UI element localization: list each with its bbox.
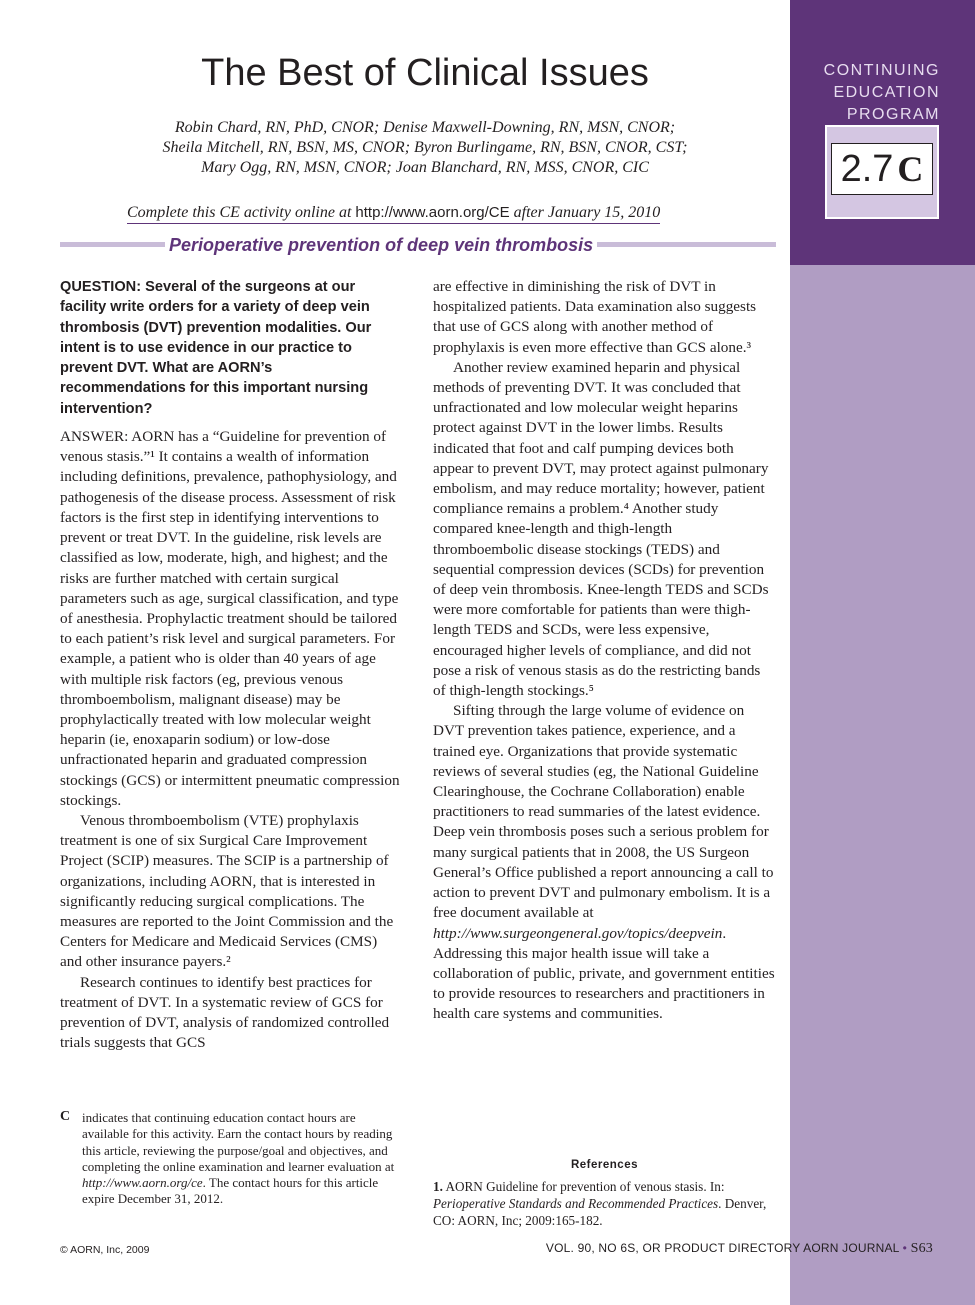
reference-item (433, 1178, 776, 1229)
ce-logo-icon: C (897, 149, 924, 189)
author-line: Robin Chard, RN, PhD, CNOR; Denise Maxwell-Downing, RN, MSN, CNOR; (174, 119, 676, 136)
page-title: The Best of Clinical Issues (201, 52, 649, 94)
journal-info: VOL. 90, NO 6S, OR PRODUCT DIRECTORY AORN JOURNAL (545, 1241, 900, 1255)
footnote-body: . The contact hours for this article expire December 31, 2012. (82, 1175, 379, 1207)
ce-online-link[interactable]: http://www.aorn.org/CE (355, 204, 510, 221)
ce-hours-inner (831, 143, 933, 195)
footnote-text (82, 1110, 405, 1208)
bullet-separator: • (902, 1241, 908, 1255)
references-heading: References (570, 1159, 638, 1171)
body-paragraph: ANSWER: AORN has a “Guideline for prevention of venous stasis.”¹ It contains a wealth of information including definitions, prevalence, pathophysiology, and pathogenesis of the disease process. Assessment of risk factors is the first step in identifying interventions to prevent or treat DVT. In the guideline, risk levels are classified as low, moderate, high, and highest; and the risks are further matched with certain surgical parameters such as age, surgical classification, and type of anesthesia. Prophylactic treatment should be tailored to each patient’s risk level and surgical parameters. For example, a patient who is older than 40 years of age with multiple risk factors (eg, previous venous thromboembolism, malignant disease) may be prophylactically treated with low molecular weight heparin (ie, enoxaparin sodium) or low-dose unfractionated heparin and graduated compression stockings (GCS) or intermittent pneumatic compression stockings. (60, 428, 400, 809)
copyright: © AORN, Inc, 2009 (60, 1244, 150, 1256)
ce-label-line-2: EDUCATION (833, 84, 940, 101)
article-title: Perioperative prevention of deep vein thrombosis (165, 235, 597, 255)
body-paragraph: are effective in diminishing the risk of DVT in hospitalized patients. Data examination also suggests that use of GCS along with another method of prophylaxis is even more effective than GCS alone.³ (433, 278, 757, 356)
page-number: S63 (910, 1241, 933, 1256)
question-paragraph: QUESTION: Several of the surgeons at our facility write orders for a variety of deep vein thrombosis (DVT) prevention modalities. Our intent is to use evidence in our practice to prevent DVT. What are AORN’s recommendations for this important nursing intervention? (60, 279, 372, 417)
ce-online-suffix: after January 15, 2010 (513, 204, 661, 221)
right-column (433, 277, 776, 1025)
footnote-body: indicates that continuing education contact hours are available for this activity. Earn the contact hours by reading this article, reviewing the purpose/goal and objectives, and completing the online examination and learner evaluation at (82, 1110, 395, 1174)
body-paragraph: Research continues to identify best practices for treatment of DVT. In a systematic review of GCS for prevention of DVT, analysis of randomized controlled trials suggests that GCS (60, 973, 390, 1052)
left-column (60, 277, 400, 1053)
ce-label-line-3: PROGRAM (846, 106, 940, 123)
sidebar-bottom-band (790, 265, 975, 1305)
body-paragraph (433, 701, 776, 1024)
body-paragraph: Another review examined heparin and physical methods of preventing DVT. It was concluded that unfractionated and low molecular weight heparins protect against DVT in the lower limbs. Results indicated that foot and calf pumping devices both appear to prevent DVT, may protect against pulmonary embolism, and may reduce mortality; however, patient compliance remains a problem.⁴ Another study compared knee-length and thigh-length thromboembolic disease stockings (TEDS) and sequential compression devices (SCDs) for prevention of deep vein thrombosis. Knee-length TEDS and SCDs were more comfortable for patients than were thigh-length TEDS and SCDs, were less expensive, encouraged higher levels of compliance, and did not pose a risk of venous stasis as do the restricting bands of thigh-length stockings.⁵ (433, 358, 769, 700)
body-text: . Addressing this major health issue will take a collaboration of public, private, and government entities to provide resources to researchers and practitioners in health care systems and communities. (433, 924, 775, 1023)
reference-source: Perioperative Standards and Recommended Practices (433, 1196, 719, 1211)
reference-text: . Denver, CO: AORN, Inc; 2009:165-182. (433, 1196, 767, 1228)
ce-hours-value: 2.7 (840, 148, 894, 190)
reference-text: AORN Guideline for prevention of venous stasis. In: (445, 1179, 725, 1194)
references-section (433, 1157, 776, 1229)
body-text: Sifting through the large volume of evidence on DVT prevention takes patience, experience, and a trained eye. Organizations that provide systematic reviews of several studies (eg, the National Guideline Clearinghouse, the Cochrane Collaboration) enable practitioners to read summaries of the latest evidence. Deep vein thrombosis poses such a serious problem for many surgical patients that in 2008, the US Surgeon General’s Office published a report announcing a call to action to prevent DVT and pulmonary embolism. It is a free document available at (433, 702, 774, 922)
body-paragraph: Venous thromboembolism (VTE) prophylaxis treatment is one of six Surgical Care Improvement Project (SCIP) measures. The SCIP is a partnership of organizations, including AORN, that is interested in significantly reducing surgical complications. The measures are reported to the Joint Commission and the Centers for Medicare and Medicaid Services (CMS) and other insurance payers.² (60, 811, 394, 971)
author-line: Mary Ogg, RN, MSN, CNOR; Joan Blanchard, RN, MSS, CNOR, CIC (201, 159, 649, 176)
footnote-link[interactable]: http://www.aorn.org/ce (82, 1175, 203, 1191)
journal-footer (500, 1241, 933, 1257)
ce-label-line-1: CONTINUING (823, 62, 940, 79)
ce-logo-icon: C (60, 1109, 71, 1124)
ce-online-prefix: Complete this CE activity online at (127, 204, 352, 221)
author-list (60, 118, 790, 178)
ce-footnote (60, 1110, 405, 1208)
ce-online-notice (127, 204, 660, 224)
author-line: Sheila Mitchell, RN, BSN, MS, CNOR; Byron Burlingame, RN, BSN, CNOR, CST; (162, 139, 688, 156)
reference-number: 1. (433, 1179, 443, 1194)
ce-hours-box (825, 125, 939, 219)
surgeon-general-link[interactable]: http://www.surgeongeneral.gov/topics/deepvein (433, 924, 723, 942)
